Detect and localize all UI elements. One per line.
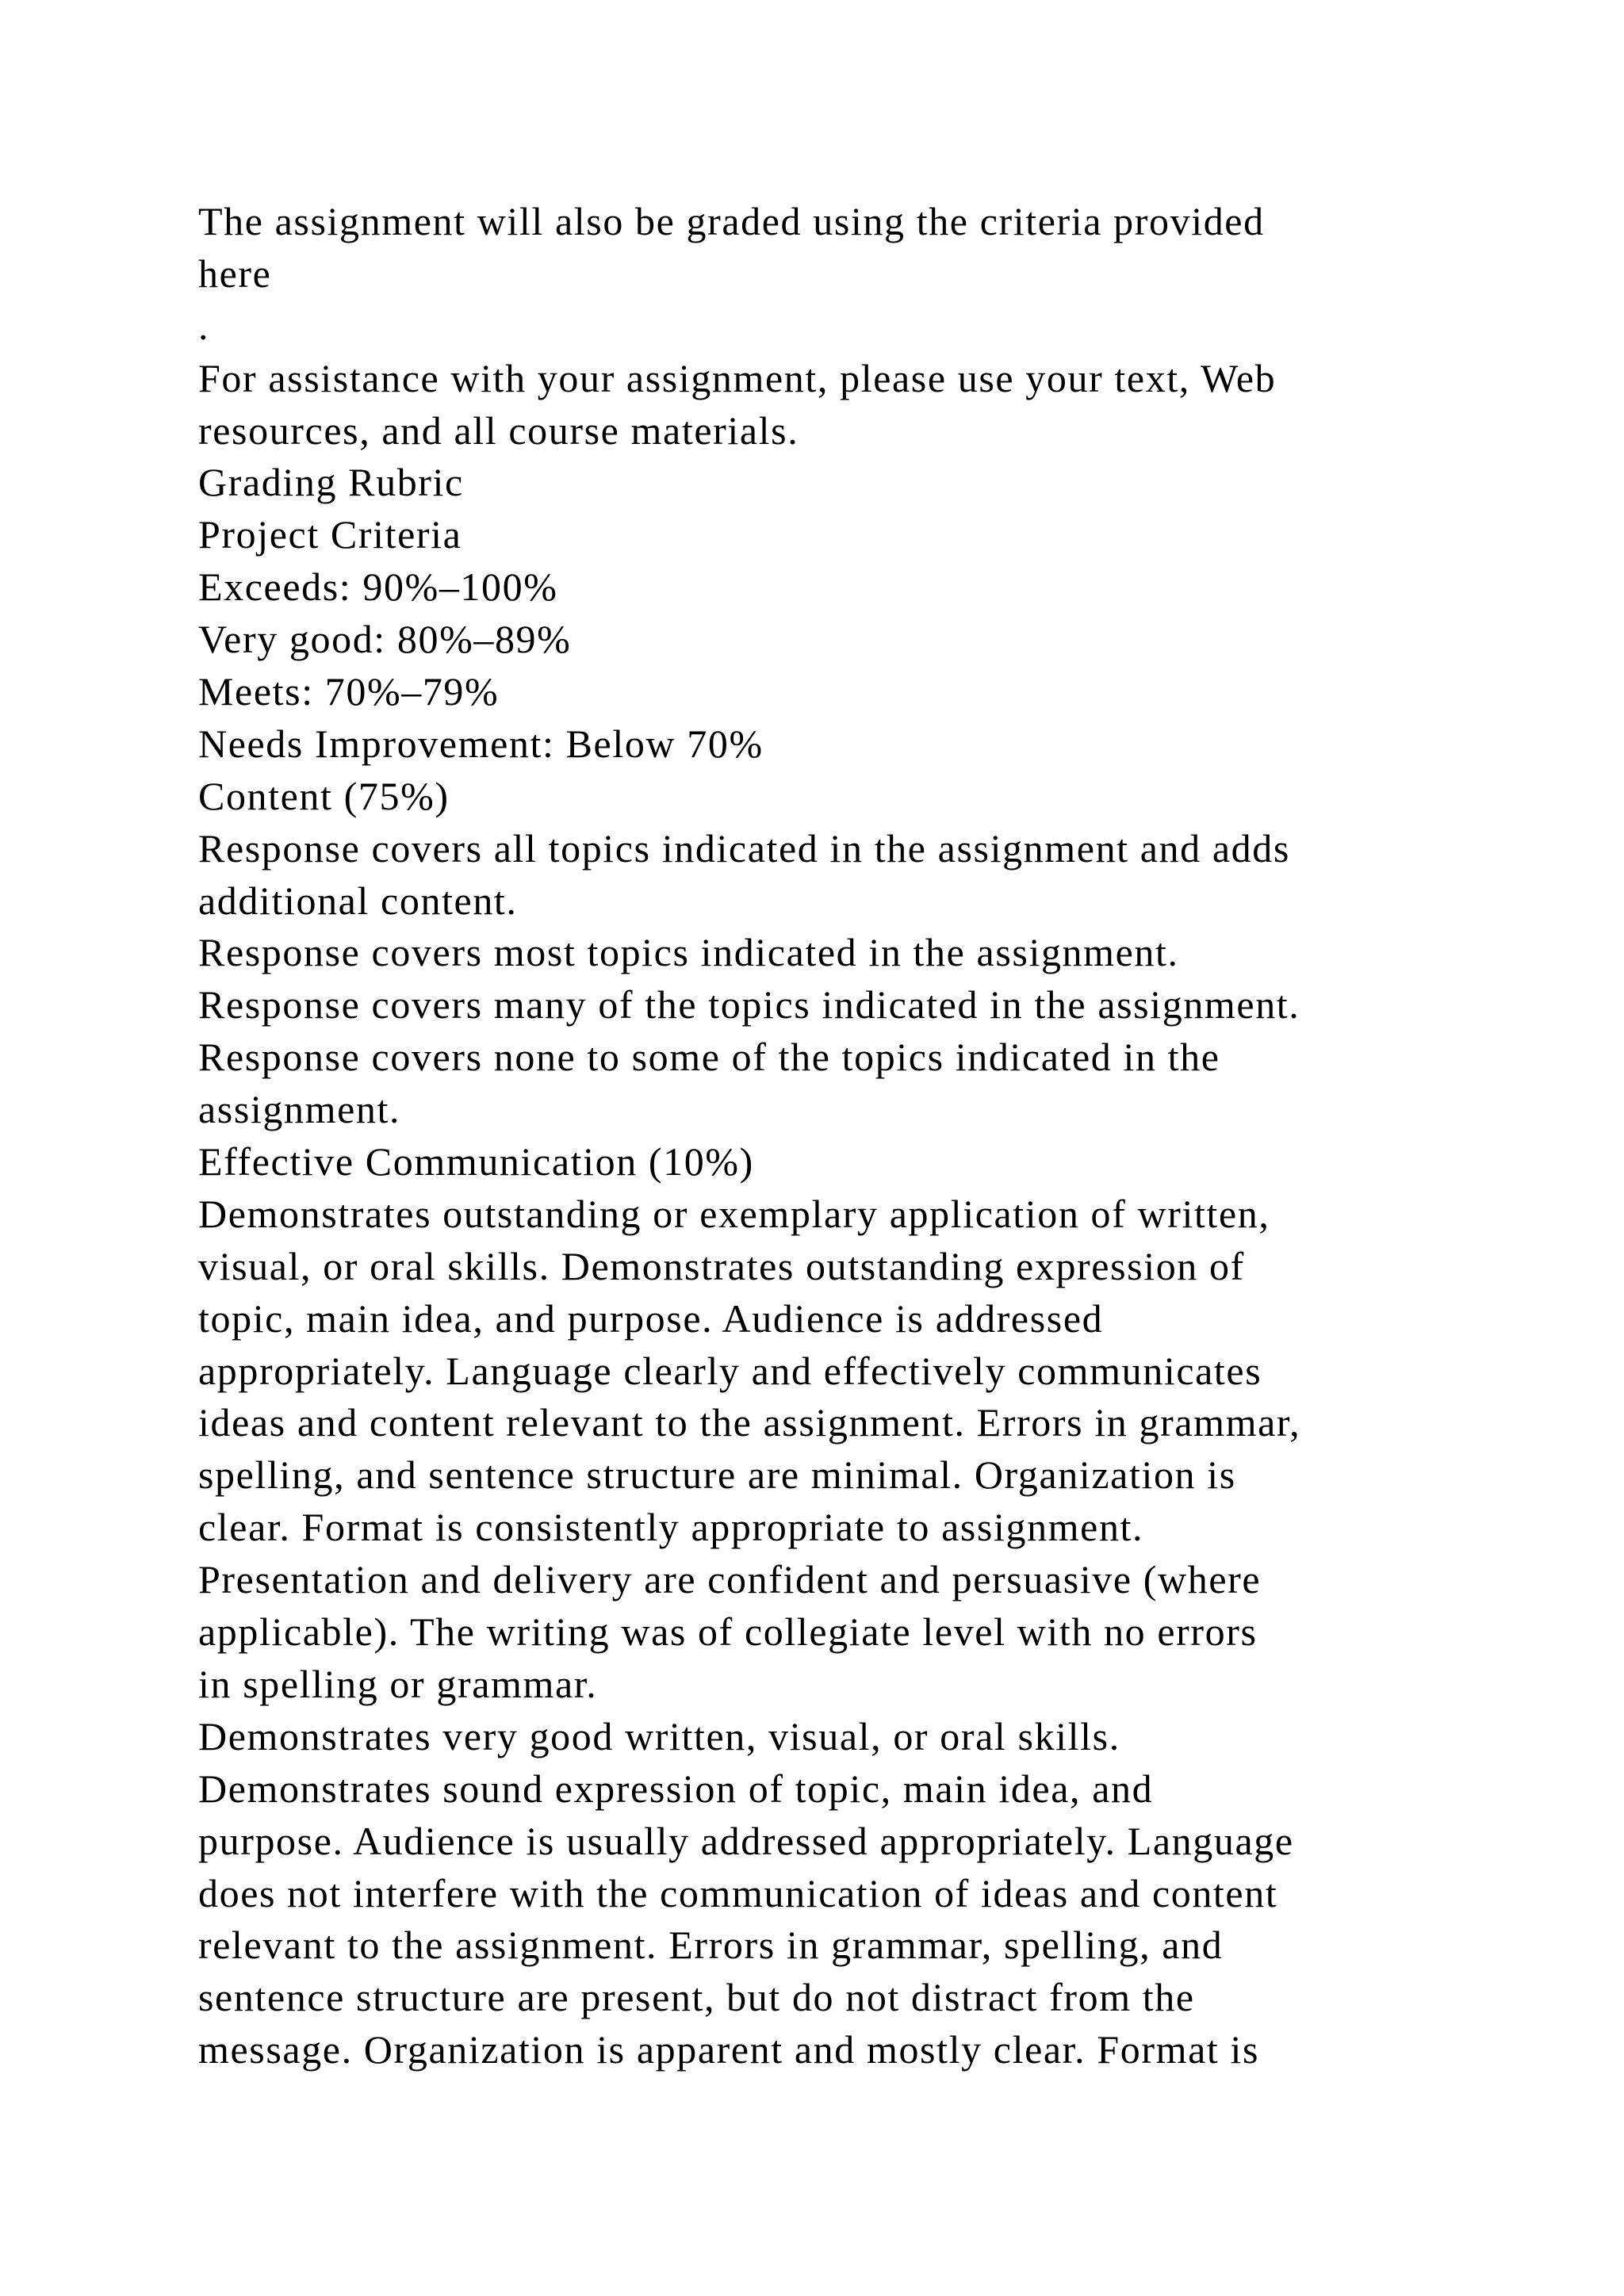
criteria-heading: Project Criteria xyxy=(198,512,462,557)
text-line: additional content. xyxy=(198,878,518,923)
text-line: purpose. Audience is usually addressed appropriately. Language xyxy=(198,1818,1294,1863)
text-line: visual, or oral skills. Demonstrates outstanding expression of xyxy=(198,1243,1245,1288)
text-line: Response covers most topics indicated in the assignment. xyxy=(198,930,1179,975)
text-line: For assistance with your assignment, please use your text, Web xyxy=(198,355,1277,400)
text-line: relevant to the assignment. Errors in grammar, spelling, and xyxy=(198,1923,1224,1968)
text-line: in spelling or grammar. xyxy=(198,1661,598,1706)
text-line: appropriately. Language clearly and effectively communicates xyxy=(198,1348,1262,1393)
communication-criterion-heading: Effective Communication (10%) xyxy=(198,1139,754,1184)
text-line: message. Organization is apparent and mostly clear. Format is xyxy=(198,2027,1260,2072)
rubric-heading: Grading Rubric xyxy=(198,460,464,505)
text-line: . xyxy=(198,303,210,348)
text-line: resources, and all course materials. xyxy=(198,408,799,453)
text-line: Presentation and delivery are confident and persuasive (where xyxy=(198,1557,1262,1602)
grade-level-meets: Meets: 70%–79% xyxy=(198,669,500,714)
text-line: sentence structure are present, but do not distract from the xyxy=(198,1975,1195,2020)
text-line: here xyxy=(198,251,272,296)
text-line: applicable). The writing was of collegiate level with no errors xyxy=(198,1609,1258,1655)
text-line: does not interfere with the communication of ideas and content xyxy=(198,1870,1278,1915)
grade-level-very-good: Very good: 80%–89% xyxy=(198,617,572,662)
text-line: assignment. xyxy=(198,1087,401,1132)
text-line: Response covers many of the topics indicated in the assignment. xyxy=(198,982,1300,1027)
text-line: ideas and content relevant to the assignment. Errors in grammar, xyxy=(198,1400,1301,1445)
text-line: topic, main idea, and purpose. Audience is addressed xyxy=(198,1295,1104,1341)
grade-level-exceeds: Exceeds: 90%–100% xyxy=(198,564,558,610)
text-line: Demonstrates sound expression of topic, main idea, and xyxy=(198,1766,1154,1811)
content-criterion-heading: Content (75%) xyxy=(198,773,450,818)
grade-level-needs-improvement: Needs Improvement: Below 70% xyxy=(198,721,764,766)
text-line: Demonstrates outstanding or exemplary application of written, xyxy=(198,1191,1270,1236)
text-line: spelling, and sentence structure are minimal. Organization is xyxy=(198,1452,1236,1498)
text-line: Demonstrates very good written, visual, or oral skills. xyxy=(198,1713,1120,1758)
text-line: Response covers none to some of the topics indicated in the xyxy=(198,1035,1220,1080)
text-line: Response covers all topics indicated in the assignment and adds xyxy=(198,825,1290,871)
document-body xyxy=(198,196,1507,2076)
text-line: clear. Format is consistently appropriate to assignment. xyxy=(198,1505,1144,1550)
text-line: The assignment will also be graded using the criteria provided xyxy=(198,199,1265,243)
